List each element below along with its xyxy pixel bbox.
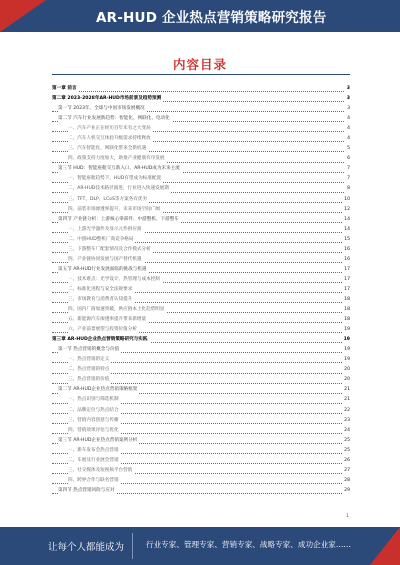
toc-entry-label: 一、热点营销的定义: [68, 355, 111, 365]
toc-entry-page: 3: [345, 84, 350, 94]
toc-entry-label: 第三节 HUD：智能座舱交互新入口，AR-HUD成为未来主流: [58, 164, 182, 174]
toc-entry-page: 19: [342, 325, 350, 335]
toc-entry-page: 4: [345, 114, 350, 124]
toc-subsection-entry[interactable]: [52, 154, 350, 164]
toc-entry-page: 3: [345, 94, 350, 104]
toc-entry-label: 第二章 2023-2028年AR-HUD市场前景及趋势预测: [52, 94, 163, 104]
toc-subsection-entry[interactable]: [52, 235, 350, 245]
toc-subsection-entry[interactable]: [52, 416, 350, 426]
toc-entry-page: 14: [342, 225, 350, 235]
toc-entry-label: 二、品牌定位与热点结合: [68, 406, 121, 416]
toc-entry-label: 四、国内厂商加速突破，供应链本土化趋势明显: [68, 305, 166, 315]
toc-entry-page: 12: [342, 205, 350, 215]
toc-entry-label: 六、产业前景展望与投资价值分析: [68, 325, 139, 335]
toc-entry-page: 3: [345, 104, 350, 114]
page-number: 1: [346, 514, 349, 519]
toc-subsection-entry[interactable]: [52, 275, 350, 285]
toc-section-entry[interactable]: [52, 345, 350, 355]
toc-entry-label: 四、跨界合作与联名营销: [68, 476, 121, 486]
toc-entry-page: 7: [345, 174, 350, 184]
toc-entry-page: 29: [342, 486, 350, 496]
toc-entry-page: 18: [342, 295, 350, 305]
toc-entry-page: 25: [342, 436, 350, 446]
toc-entry-page: 20: [342, 365, 350, 375]
toc-entry-label: 二、AR-HUD技术路径演进，行业进入快速发展期: [68, 184, 171, 194]
toc-subsection-entry[interactable]: [52, 305, 350, 315]
toc-entry-page: 16: [342, 245, 350, 255]
toc-entry-page: 8: [345, 184, 350, 194]
report-header: [0, 0, 400, 32]
toc-entry-label: 二、车展及行业展会营销: [68, 456, 121, 466]
toc-entry-label: 二、汽车人机交互体验升级需求持续释放: [68, 134, 153, 144]
toc-subsection-entry[interactable]: [52, 446, 350, 456]
toc-entry-page: 16: [342, 255, 350, 265]
toc-entry-label: 三、营销内容创意与传播: [68, 416, 121, 426]
toc-subsection-entry[interactable]: [52, 255, 350, 265]
toc-entry-label: 一、上游光学器件及显示元件供应商: [68, 225, 144, 235]
toc-subsection-entry[interactable]: [52, 245, 350, 255]
toc-entry-label: 一、汽车产业正在经历百年未有之大变局: [68, 124, 153, 134]
toc-section-entry[interactable]: [52, 215, 350, 225]
toc-entry-page: 14: [342, 215, 350, 225]
toc-entry-label: 一、技术难点：光学设计、热管理与成本控制: [68, 275, 162, 285]
toc-subsection-entry[interactable]: [52, 285, 350, 295]
toc-subsection-entry[interactable]: [52, 174, 350, 184]
toc-entry-page: 17: [342, 265, 350, 275]
toc-subsection-entry[interactable]: [52, 184, 350, 194]
toc-section-entry[interactable]: [52, 265, 350, 275]
toc-leader-dots: [52, 91, 350, 92]
toc-entry-label: 四、政策支持力度加大，助推产业健康有序发展: [68, 154, 166, 164]
report-title: AR-HUD 企业热点营销策略研究报告: [96, 10, 327, 26]
toc-subsection-entry[interactable]: [52, 144, 350, 154]
report-footer: [0, 527, 400, 565]
toc-entry-page: 4: [345, 134, 350, 144]
toc-entry-label: 二、标准化进程与安全法规要求: [68, 285, 134, 295]
toc-entry-label: 第三节 AR-HUD企业热点营销案例分析: [58, 436, 139, 446]
header-red-accent: [0, 0, 46, 32]
toc-entry-label: 五、新能源汽车渗透率提升带来新增量: [68, 315, 148, 325]
toc-entry-label: 第二节 AR-HUD企业热点营销策略框架: [58, 385, 139, 395]
toc-entry-label: 四、产业链协同发展与国产替代机遇: [68, 255, 144, 265]
toc-subsection-entry[interactable]: [52, 466, 350, 476]
toc-entry-page: 18: [342, 315, 350, 325]
toc-chapter-entry[interactable]: [52, 94, 350, 104]
toc-subsection-entry[interactable]: [52, 295, 350, 305]
toc-entry-label: 第四节 产业链分析：上游核心零部件、中游整机、下游整车: [58, 215, 181, 225]
toc-entry-page: 17: [342, 275, 350, 285]
toc-entry-page: 6: [345, 154, 350, 164]
toc-entry-page: 19: [342, 345, 350, 355]
toc-entry-label: 四、前装市场渗透率提升，未来市场空间广阔: [68, 205, 162, 215]
toc-entry-page: 5: [345, 144, 350, 154]
toc-heading: 内容目录: [172, 57, 227, 72]
toc-entry-label: 三、TFT、DLP、LCoS等方案各有优劣: [68, 195, 149, 205]
toc-entry-page: 20: [342, 375, 350, 385]
toc-entry-page: 28: [342, 476, 350, 486]
toc-entry-label: 一、智能座舱趋势下，HUD有望成为标准配置: [68, 174, 163, 184]
toc-section-entry[interactable]: [52, 436, 350, 446]
toc-entry-label: 三、热点营销的价值: [68, 375, 111, 385]
toc-subsection-entry[interactable]: [52, 134, 350, 144]
toc-entry-label: 三、下游整车厂配套情况及合作模式分析: [68, 245, 153, 255]
footer-red-accent: [370, 527, 400, 565]
toc-entry-page: 21: [342, 385, 350, 395]
toc-entry-page: 21: [342, 395, 350, 405]
toc-entry-page: 22: [342, 406, 350, 416]
toc-entry-page: 4: [345, 124, 350, 134]
toc-subsection-entry[interactable]: [52, 456, 350, 466]
footer-slogan: 让每个人都能成为: [48, 542, 125, 553]
toc-section-entry[interactable]: [52, 114, 350, 124]
toc-entry-label: 二、热点营销的特点: [68, 365, 111, 375]
toc-entry-label: 三、社交媒体及短视频平台营销: [68, 466, 134, 476]
toc-entry-page: 19: [342, 335, 350, 345]
toc-subsection-entry[interactable]: [52, 315, 350, 325]
toc-entry-label: 第一节 热点营销的概念与价值: [58, 345, 121, 355]
toc-subsection-entry[interactable]: [52, 395, 350, 405]
toc-entry-page: 26: [342, 456, 350, 466]
toc-entry-label: 第一章 前言: [52, 84, 79, 94]
toc-entry-page: 24: [342, 426, 350, 436]
toc-entry-label: 三、市场教育与消费者认知提升: [68, 295, 134, 305]
toc-entry-label: 第五节 AR-HUD行业发展面临的挑战与机遇: [58, 265, 149, 275]
toc-section-entry[interactable]: [52, 104, 350, 114]
toc-section-entry[interactable]: [52, 164, 350, 174]
table-of-contents: [52, 84, 350, 496]
toc-entry-page: 25: [342, 446, 350, 456]
toc-entry-page: 19: [342, 355, 350, 365]
toc-entry-page: 10: [342, 195, 350, 205]
toc-chapter-entry[interactable]: [52, 84, 350, 94]
toc-chapter-entry[interactable]: [52, 335, 350, 345]
toc-entry-label: 一、新车发布会热点营销: [68, 446, 121, 456]
toc-entry-page: 7: [345, 164, 350, 174]
toc-entry-page: 15: [342, 235, 350, 245]
toc-subsection-entry[interactable]: [52, 426, 350, 436]
toc-entry-label: 二、中游HUD整机厂商竞争格局: [68, 235, 135, 245]
toc-subsection-entry[interactable]: [52, 355, 350, 365]
toc-subsection-entry[interactable]: [52, 225, 350, 235]
footer-divider: [132, 533, 133, 559]
toc-entry-label: 第三章 AR-HUD企业热点营销策略研究与实践: [52, 335, 150, 345]
footer-tagline: 行业专家、管理专家、营销专家、战略专家、成功企业家……: [146, 540, 352, 549]
toc-entry-label: 一、热点识别与筛选机制: [68, 395, 121, 405]
toc-subsection-entry[interactable]: [52, 375, 350, 385]
toc-entry-page: 27: [342, 466, 350, 476]
toc-entry-page: 17: [342, 285, 350, 295]
toc-entry-label: 第二节 汽车行业发展新趋势：智能化、网联化、电动化: [58, 114, 172, 124]
toc-entry-label: 四、营销效果评估与优化: [68, 426, 121, 436]
toc-divider: [52, 74, 350, 75]
toc-entry-label: 第一节 2023年、全球与中国市场发展概况: [58, 104, 147, 114]
toc-subsection-entry[interactable]: [52, 195, 350, 205]
toc-entry-page: 18: [342, 305, 350, 315]
toc-subsection-entry[interactable]: [52, 406, 350, 416]
toc-section-entry[interactable]: [52, 486, 350, 496]
toc-subsection-entry[interactable]: [52, 365, 350, 375]
toc-section-entry[interactable]: [52, 385, 350, 395]
toc-subsection-entry[interactable]: [52, 325, 350, 335]
toc-entry-label: 第四节 热点营销风险与应对: [58, 486, 117, 496]
toc-subsection-entry[interactable]: [52, 205, 350, 215]
toc-subsection-entry[interactable]: [52, 476, 350, 486]
toc-entry-page: 23: [342, 416, 350, 426]
toc-subsection-entry[interactable]: [52, 124, 350, 134]
toc-entry-label: 三、汽车智能化、网联化带来全新机遇: [68, 144, 148, 154]
